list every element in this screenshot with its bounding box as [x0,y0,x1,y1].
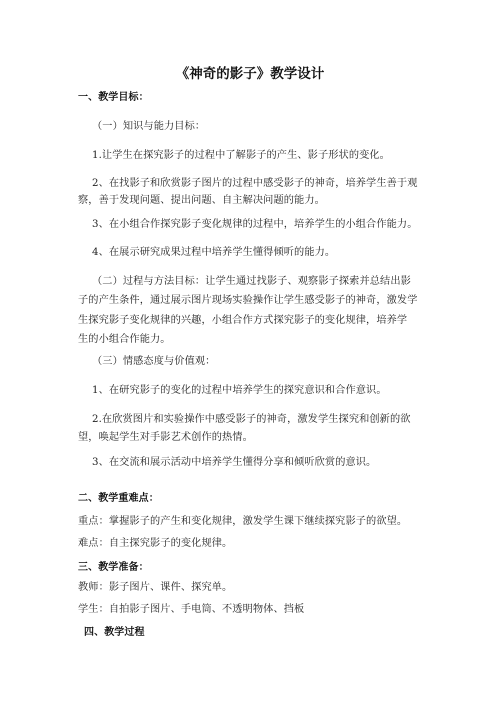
paragraph: 3、在交流和展示活动中培养学生懂得分享和倾听欣赏的意识。 [92,457,377,468]
section-heading-objectives: 一、教学目标： [78,92,149,103]
paragraph: 4、在展示研究成果过程中培养学生懂得倾听的能力。 [92,247,336,258]
paragraph: 学生：自拍影子图片、手电筒、不透明物体、挡板 [78,604,305,615]
paragraph: 子的产生条件，通过展示图片现场实验操作让学生感受影子的神奇，激发学 [78,295,418,306]
paragraph: 生的小组合作能力。 [78,334,171,345]
paragraph: 3、在小组合作探究影子变化规律的过程中，培养学生的小组合作能力。 [92,219,418,230]
section-heading-process: 四、教学过程 [84,627,145,638]
paragraph: 重点：掌握影子的产生和变化规律，激发学生课下继续探究影子的欲望。 [78,516,408,527]
subheading-knowledge: （一）知识与能力目标： [92,121,206,132]
paragraph: 生探究影子变化规律的兴趣，小组合作方式探究影子的变化规律，培养学 [78,315,408,326]
paragraph: 望，唤起学生对手影艺术创作的热情。 [78,432,253,443]
section-heading-key-points: 二、教学重难点： [78,493,159,504]
paragraph: 察，善于发现问题、提出问题、自主解决问题的能力。 [78,195,325,206]
document-title: 《神奇的影子》教学设计 [175,66,325,82]
paragraph: 2、在找影子和欣赏影子图片的过程中感受影子的神奇，培养学生善于观 [92,178,418,189]
paragraph: 教师：影子图片、课件、探究单。 [78,582,233,593]
paragraph: （二）过程与方法目标：让学生通过找影子、观察影子探索并总结出影 [92,276,411,287]
paragraph: 2.在欣赏图片和实验操作中感受影子的神奇，激发学生探究和创新的欲 [92,414,411,425]
paragraph: 1、在研究影子的变化的过程中培养学生的探究意识和合作意识。 [92,385,387,396]
subheading-attitude: （三）情感态度与价值观： [92,356,216,367]
section-heading-preparation: 三、教学准备： [78,562,149,573]
paragraph: 1.让学生在探究影子的过程中了解影子的产生、影子形状的变化。 [92,150,390,161]
paragraph: 难点：自主探究影子的变化规律。 [78,538,233,549]
